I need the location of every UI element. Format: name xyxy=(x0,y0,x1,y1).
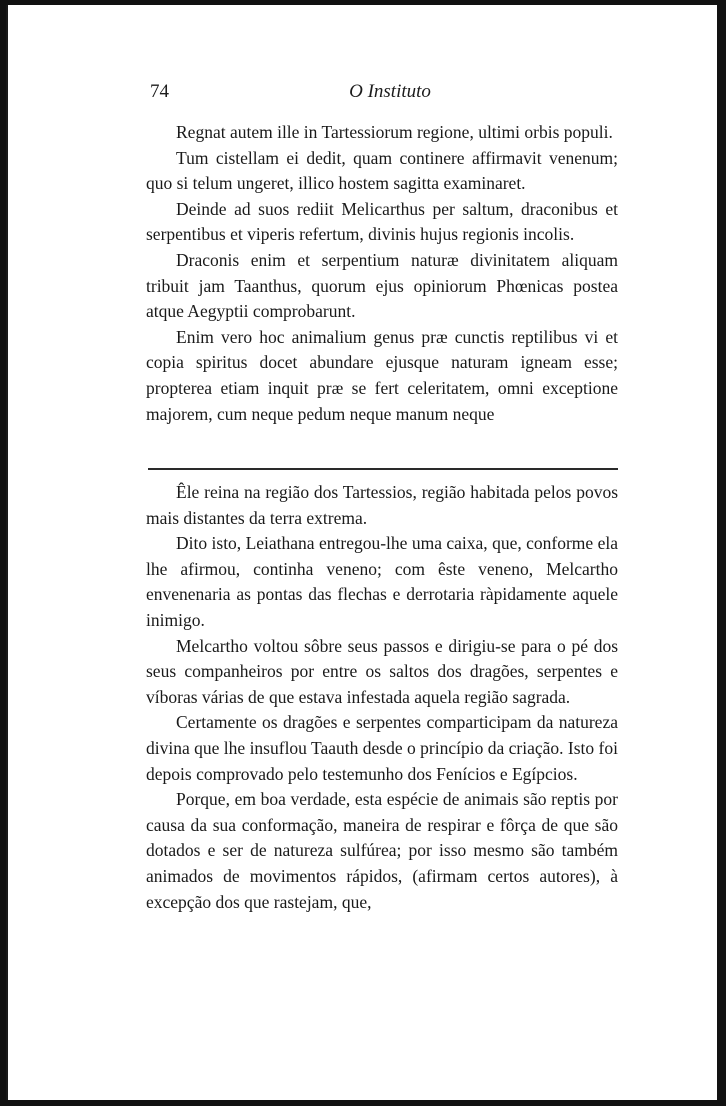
portuguese-text-block xyxy=(146,480,618,915)
page-header xyxy=(150,81,630,109)
latin-text-block xyxy=(146,120,618,427)
portuguese-paragraph: Dito isto, Leiathana entregou-lhe uma caixa, que, conforme ela lhe afirmou, continha veneno; com êste veneno, Melcartho envenenaria as pontas das flechas e derrotaria ràpidamente aquele inimigo. xyxy=(146,533,618,630)
latin-paragraph: Draconis enim et serpentium naturæ divinitatem aliquam tribuit jam Taanthus, quorum ejus opiniorum Phœnicas postea atque Aegyptii comprobarunt. xyxy=(146,249,618,322)
page-number: 74 xyxy=(150,81,169,102)
section-divider xyxy=(148,468,618,470)
latin-paragraph: Tum cistellam ei dedit, quam continere affirmavit venenum; quo si telum ungeret, illico hostem sagitta examinaret. xyxy=(146,147,618,194)
portuguese-paragraph: Êle reina na região dos Tartessios, região habitada pelos povos mais distantes da terra extrema. xyxy=(146,482,618,528)
running-title: O Instituto xyxy=(349,81,431,102)
portuguese-paragraph: Melcartho voltou sôbre seus passos e dirigiu-se para o pé dos seus companheiros por entre os saltos dos dragões, serpentes e víboras várias de que estava infestada aquela região sagrada. xyxy=(146,635,618,707)
latin-paragraph: Deinde ad suos rediit Melicarthus per saltum, draconibus et serpentibus et viperis refertum, divinis hujus regionis incolis. xyxy=(146,198,618,245)
latin-paragraph: Regnat autem ille in Tartessiorum regione, ultimi orbis populi. xyxy=(176,122,613,142)
portuguese-paragraph: Porque, em boa verdade, esta espécie de animais são reptis por causa da sua conformação, maneira de respirar e fôrça de que são dotados e ser de natureza sulfúrea; por isso mesmo são também animados de movimentos rápidos, (afirmam certos autores), à excepção dos que rastejam, que, xyxy=(146,789,618,912)
portuguese-paragraph: Certamente os dragões e serpentes comparticipam da natureza divina que lhe insuflou Taauth desde o princípio da criação. Isto foi depois comprovado pelo testemunho dos Fenícios e Egípcios. xyxy=(146,712,618,784)
latin-paragraph: Enim vero hoc animalium genus præ cunctis reptilibus vi et copia spiritus docet abundare ejusque naturam igneam esse; propterea etiam inquit præ se fert celeritatem, omni exceptione majorem, cum neque pedum neque manum neque xyxy=(146,326,618,424)
